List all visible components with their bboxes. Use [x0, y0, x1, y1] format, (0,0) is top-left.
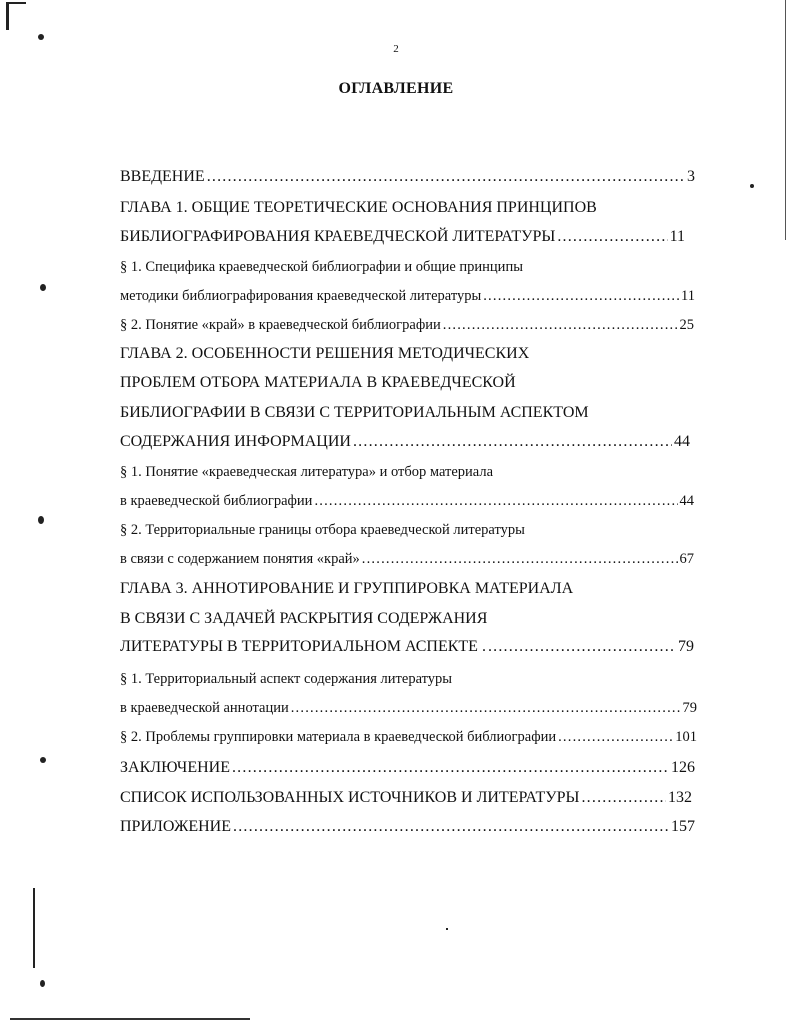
toc-entry-page: 79 [682, 700, 697, 716]
toc-entry-text: В СВЯЗИ С ЗАДАЧЕЙ РАСКРЫТИЯ СОДЕРЖАНИЯ [120, 610, 488, 627]
toc-entry-section-2-2[interactable] [120, 522, 525, 539]
leader-dots [233, 818, 669, 836]
toc-entry-page: 11 [681, 288, 695, 304]
toc-entry-text: в связи с содержанием понятия «край» [120, 551, 360, 567]
scan-speck [38, 34, 44, 40]
toc-entry-section-2-1[interactable] [120, 464, 493, 481]
scan-speck [40, 757, 46, 763]
toc-entry-text: ПРОБЛЕМ ОТБОРА МАТЕРИАЛА В КРАЕВЕДЧЕСКОЙ [120, 374, 516, 391]
leader-dots [362, 551, 678, 568]
leader-dots [207, 168, 685, 186]
leader-dots [483, 288, 679, 305]
toc-entry-page: 25 [679, 317, 694, 333]
toc-entry-text: ГЛАВА 3. АННОТИРОВАНИЕ И ГРУППИРОВКА МАТЕРИАЛА [120, 580, 574, 597]
toc-entry-text: ГЛАВА 2. ОСОБЕННОСТИ РЕШЕНИЯ МЕТОДИЧЕСКИХ [120, 345, 530, 362]
toc-entry-text: в краеведческой библиографии [120, 493, 313, 509]
toc-entry-text: ПРИЛОЖЕНИЕ [120, 818, 232, 835]
toc-entry-page: 126 [671, 759, 695, 776]
toc-entry-page: 132 [668, 789, 692, 806]
toc-entry-conclusion[interactable] [120, 759, 695, 777]
toc-title: ОГЛАВЛЕНИЕ [338, 80, 454, 97]
leader-dots [558, 729, 673, 746]
leader-dots [557, 228, 667, 246]
toc-entry-page: 101 [675, 729, 697, 745]
toc-entry-text: ЛИТЕРАТУРЫ В ТЕРРИТОРИАЛЬНОМ АСПЕКТЕ . [120, 638, 486, 655]
toc-entry-bibliography[interactable] [120, 789, 692, 807]
leader-dots [314, 493, 677, 510]
toc-entry-chapter-3-cont[interactable] [120, 610, 487, 628]
leader-dots [488, 638, 676, 656]
toc-entry-text: методики библиографирования краеведческой литературы [120, 288, 482, 304]
toc-entry-section-2-1-cont[interactable] [120, 493, 694, 510]
leader-dots [232, 759, 669, 777]
toc-entry-page: 79 [678, 638, 694, 655]
toc-entry-text: § 2. Территориальные границы отбора краеведческой литературы [120, 522, 525, 538]
scan-edge-mark [10, 1018, 250, 1020]
toc-entry-page: 3 [687, 168, 695, 185]
toc-entry-text: СОДЕРЖАНИЯ ИНФОРМАЦИИ [120, 433, 351, 450]
toc-entry-section-1-1-cont[interactable] [120, 288, 695, 305]
toc-entry-chapter-1-cont[interactable] [120, 228, 685, 246]
leader-dots [353, 433, 672, 451]
toc-entry-page: 67 [679, 551, 694, 567]
toc-entry-text: § 1. Территориальный аспект содержания литературы [120, 671, 453, 687]
scan-edge-mark [6, 2, 9, 30]
toc-entry-section-1-2[interactable] [120, 317, 694, 334]
scan-speck [40, 284, 46, 291]
toc-entry-text: ГЛАВА 1. ОБЩИЕ ТЕОРЕТИЧЕСКИЕ ОСНОВАНИЯ ПРИНЦИПОВ [120, 199, 597, 216]
toc-entry-section-1-1[interactable] [120, 259, 523, 276]
toc-entry-appendix[interactable] [120, 818, 695, 836]
toc-entry-text: ВВЕДЕНИЕ [120, 168, 205, 185]
toc-entry-text: БИБЛИОГРАФИРОВАНИЯ КРАЕВЕДЧЕСКОЙ ЛИТЕРАТУРЫ [120, 228, 556, 245]
toc-entry-text: § 1. Понятие «краеведческая литература» и отбор материала [120, 464, 494, 480]
toc-entry-section-2-2-cont[interactable] [120, 551, 694, 568]
toc-entry-text: в краеведческой аннотации [120, 700, 289, 716]
scan-speck [40, 980, 45, 987]
page-number: 2 [393, 43, 399, 55]
toc-entry-section-3-2[interactable] [120, 729, 697, 746]
toc-entry-chapter-3[interactable] [120, 580, 573, 598]
toc-entry-section-3-1-cont[interactable] [120, 700, 697, 717]
toc-entry-chapter-2-cont[interactable] [120, 374, 516, 392]
toc-entry-chapter-2[interactable] [120, 345, 529, 363]
toc-entry-chapter-1[interactable] [120, 199, 597, 217]
scan-edge-mark [785, 0, 786, 240]
toc-entry-page: 44 [679, 493, 694, 509]
toc-entry-page: 11 [669, 228, 685, 245]
toc-entry-introduction[interactable] [120, 168, 695, 186]
toc-entry-text: СПИСОК ИСПОЛЬЗОВАННЫХ ИСТОЧНИКОВ И ЛИТЕРАТУРЫ [120, 789, 580, 806]
toc-entry-text: § 2. Проблемы группировки материала в краеведческой библиографии [120, 729, 557, 745]
toc-entry-text: БИБЛИОГРАФИИ В СВЯЗИ С ТЕРРИТОРИАЛЬНЫМ АСПЕКТОМ [120, 404, 589, 421]
scan-speck [38, 516, 44, 524]
leader-dots [581, 789, 666, 807]
toc-entry-page: 157 [671, 818, 695, 835]
leader-dots [291, 700, 681, 717]
toc-entry-text: § 2. Понятие «край» в краеведческой библиографии [120, 317, 441, 333]
toc-entry-chapter-2-cont[interactable] [120, 433, 690, 451]
toc-entry-chapter-2-cont[interactable] [120, 404, 589, 422]
leader-dots [443, 317, 678, 334]
toc-entry-section-3-1[interactable] [120, 671, 452, 688]
toc-entry-text: § 1. Специфика краеведческой библиографии и общие принципы [120, 259, 523, 275]
toc-entry-page: 44 [674, 433, 690, 450]
scan-speck [750, 184, 754, 188]
toc-entry-text: ЗАКЛЮЧЕНИЕ [120, 759, 230, 776]
scan-edge-mark [6, 2, 26, 4]
scan-speck [446, 928, 448, 930]
toc-entry-chapter-3-cont[interactable] [120, 638, 694, 656]
scan-edge-mark [33, 888, 35, 968]
